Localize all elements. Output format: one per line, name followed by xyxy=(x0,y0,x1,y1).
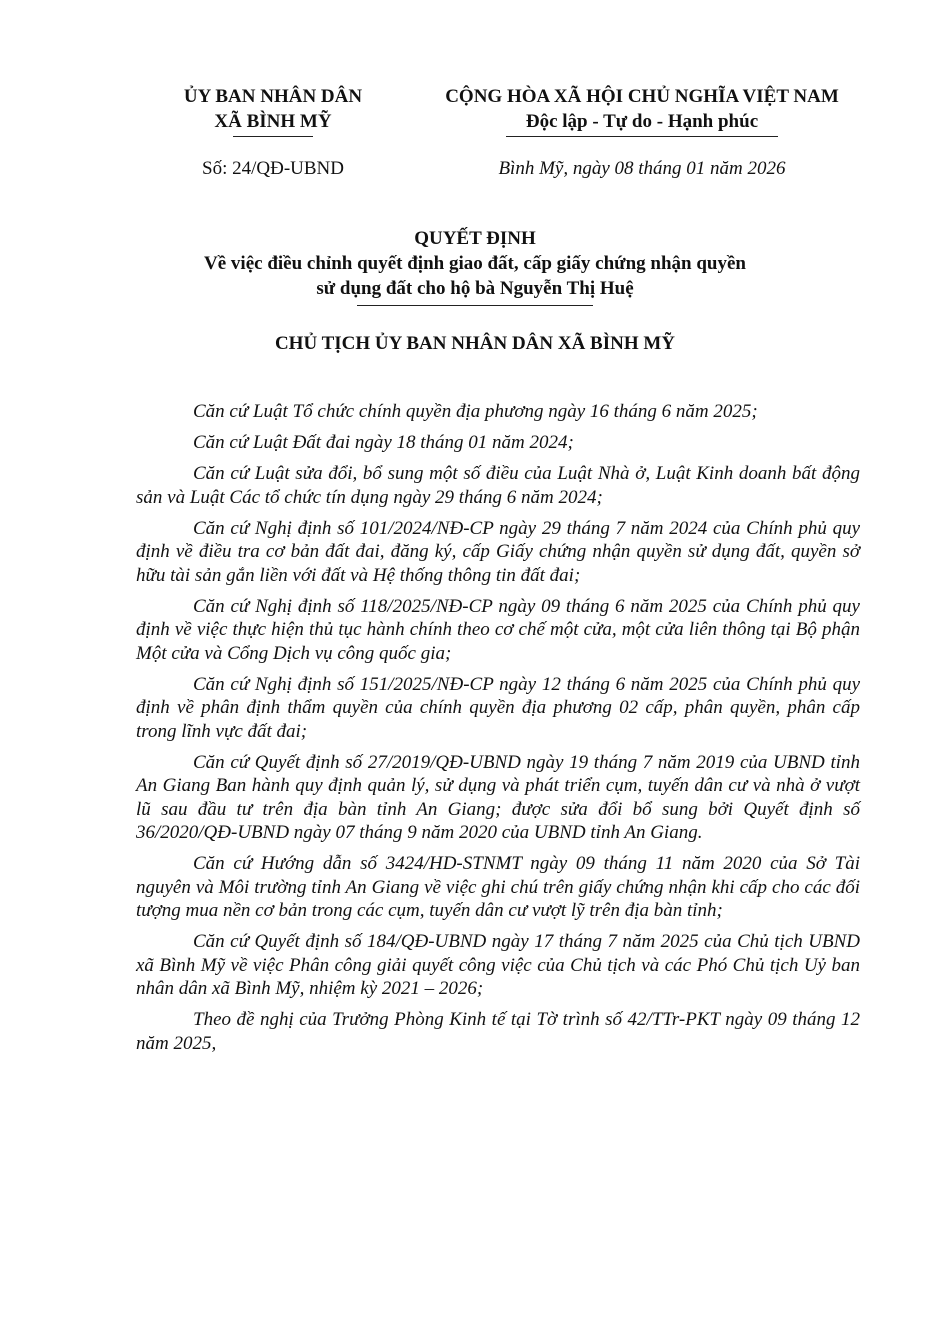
national-header xyxy=(408,84,876,137)
basis-paragraph: Theo đề nghị của Trưởng Phòng Kinh tế tại Tờ trình số 42/TTr-PKT ngày 09 tháng 12 năm 2025, xyxy=(136,1009,860,1054)
national-motto: Độc lập - Tự do - Hạnh phúc xyxy=(525,111,759,132)
basis-paragraph: Căn cứ Nghị định số 151/2025/NĐ-CP ngày 12 tháng 6 năm 2025 của Chính phủ quy định về phân định thẩm quyền của chính quyền địa phương 02 cấp, phân quyền, phân cấp trong lĩnh vực đất đai; xyxy=(136,673,860,742)
legal-basis xyxy=(136,400,860,1063)
agency-name-line1: ỦY BAN NHÂN DÂN xyxy=(183,86,363,107)
basis-paragraph: Căn cứ Luật sửa đổi, bổ sung một số điều của Luật Nhà ở, Luật Kinh doanh bất động sản và Luật Các tổ chức tín dụng ngày 29 tháng 6 năm 2024; xyxy=(136,463,860,508)
basis-paragraph: Căn cứ Nghị định số 101/2024/NĐ-CP ngày 29 tháng 7 năm 2024 của Chính phủ quy định về điều tra cơ bản đất đai, đăng ký, cấp Giấy chứng nhận quyền sử dụng đất, quyền sở hữu tài sản gắn liền với đất và Hệ thống thông tin đất đai; xyxy=(136,517,860,586)
basis-paragraph: Căn cứ Luật Đất đai ngày 18 tháng 01 năm 2024; xyxy=(193,432,574,453)
motto-underline xyxy=(506,136,778,137)
title-main: QUYẾT ĐỊNH xyxy=(414,228,536,249)
basis-paragraph: Căn cứ Quyết định số 27/2019/QĐ-UBND ngày 19 tháng 7 năm 2019 của UBND tỉnh An Giang Ban hành quy định quản lý, sử dụng và phát triển cụm, tuyến dân cư và nhà ở vượt lũ sau đầu tư trên địa bàn tỉnh An Giang; được sửa đổi bổ sung bởi Quyết định số 36/2020/QĐ-UBND ngày 07 tháng 9 năm 2020 của UBND tỉnh An Giang. xyxy=(136,751,860,843)
title-subject-line1: Về việc điều chỉnh quyết định giao đất, cấp giấy chứng nhận quyền xyxy=(204,253,746,274)
agency-name-line2: XÃ BÌNH MỸ xyxy=(214,111,332,132)
issuing-authority: CHỦ TỊCH ỦY BAN NHÂN DÂN XÃ BÌNH MỸ xyxy=(274,333,676,354)
basis-paragraph: Căn cứ Quyết định số 184/QĐ-UBND ngày 17 tháng 7 năm 2025 của Chủ tịch UBND xã Bình Mỹ về việc Phân công giải quyết công việc của Chủ tịch và các Phó Chủ tịch Uỷ ban nhân dân xã Bình Mỹ, nhiệm kỳ 2021 – 2026; xyxy=(136,931,860,999)
agency-underline xyxy=(233,136,313,137)
document-number: Số: 24/QĐ-UBND xyxy=(202,158,344,179)
basis-paragraph: Căn cứ Hướng dẫn số 3424/HD-STNMT ngày 09 tháng 11 năm 2020 của Sở Tài nguyên và Môi trường tỉnh An Giang về việc ghi chú trên giấy chứng nhận khi cấp cho các đối tượng mua nền cơ bản trong các cụm, tuyến dân cư vượt lỹ trên địa bàn tỉnh; xyxy=(136,853,860,921)
title-underline xyxy=(357,305,593,306)
title-subject-line2: sử dụng đất cho hộ bà Nguyễn Thị Huệ xyxy=(316,278,634,299)
issuing-agency xyxy=(160,84,386,137)
basis-paragraph: Căn cứ Nghị định số 118/2025/NĐ-CP ngày 09 tháng 6 năm 2025 của Chính phủ quy định về việc thực hiện thủ tục hành chính theo cơ chế một cửa, một cửa liên thông tại Bộ phận Một cửa và Cổng Dịch vụ công quốc gia; xyxy=(136,595,860,664)
place-and-date: Bình Mỹ, ngày 08 tháng 01 năm 2026 xyxy=(498,158,786,179)
country-name: CỘNG HÒA XÃ HỘI CHỦ NGHĨA VIỆT NAM xyxy=(445,86,839,107)
basis-paragraph: Căn cứ Luật Tổ chức chính quyền địa phương ngày 16 tháng 6 năm 2025; xyxy=(193,401,758,422)
document-title xyxy=(90,226,860,306)
